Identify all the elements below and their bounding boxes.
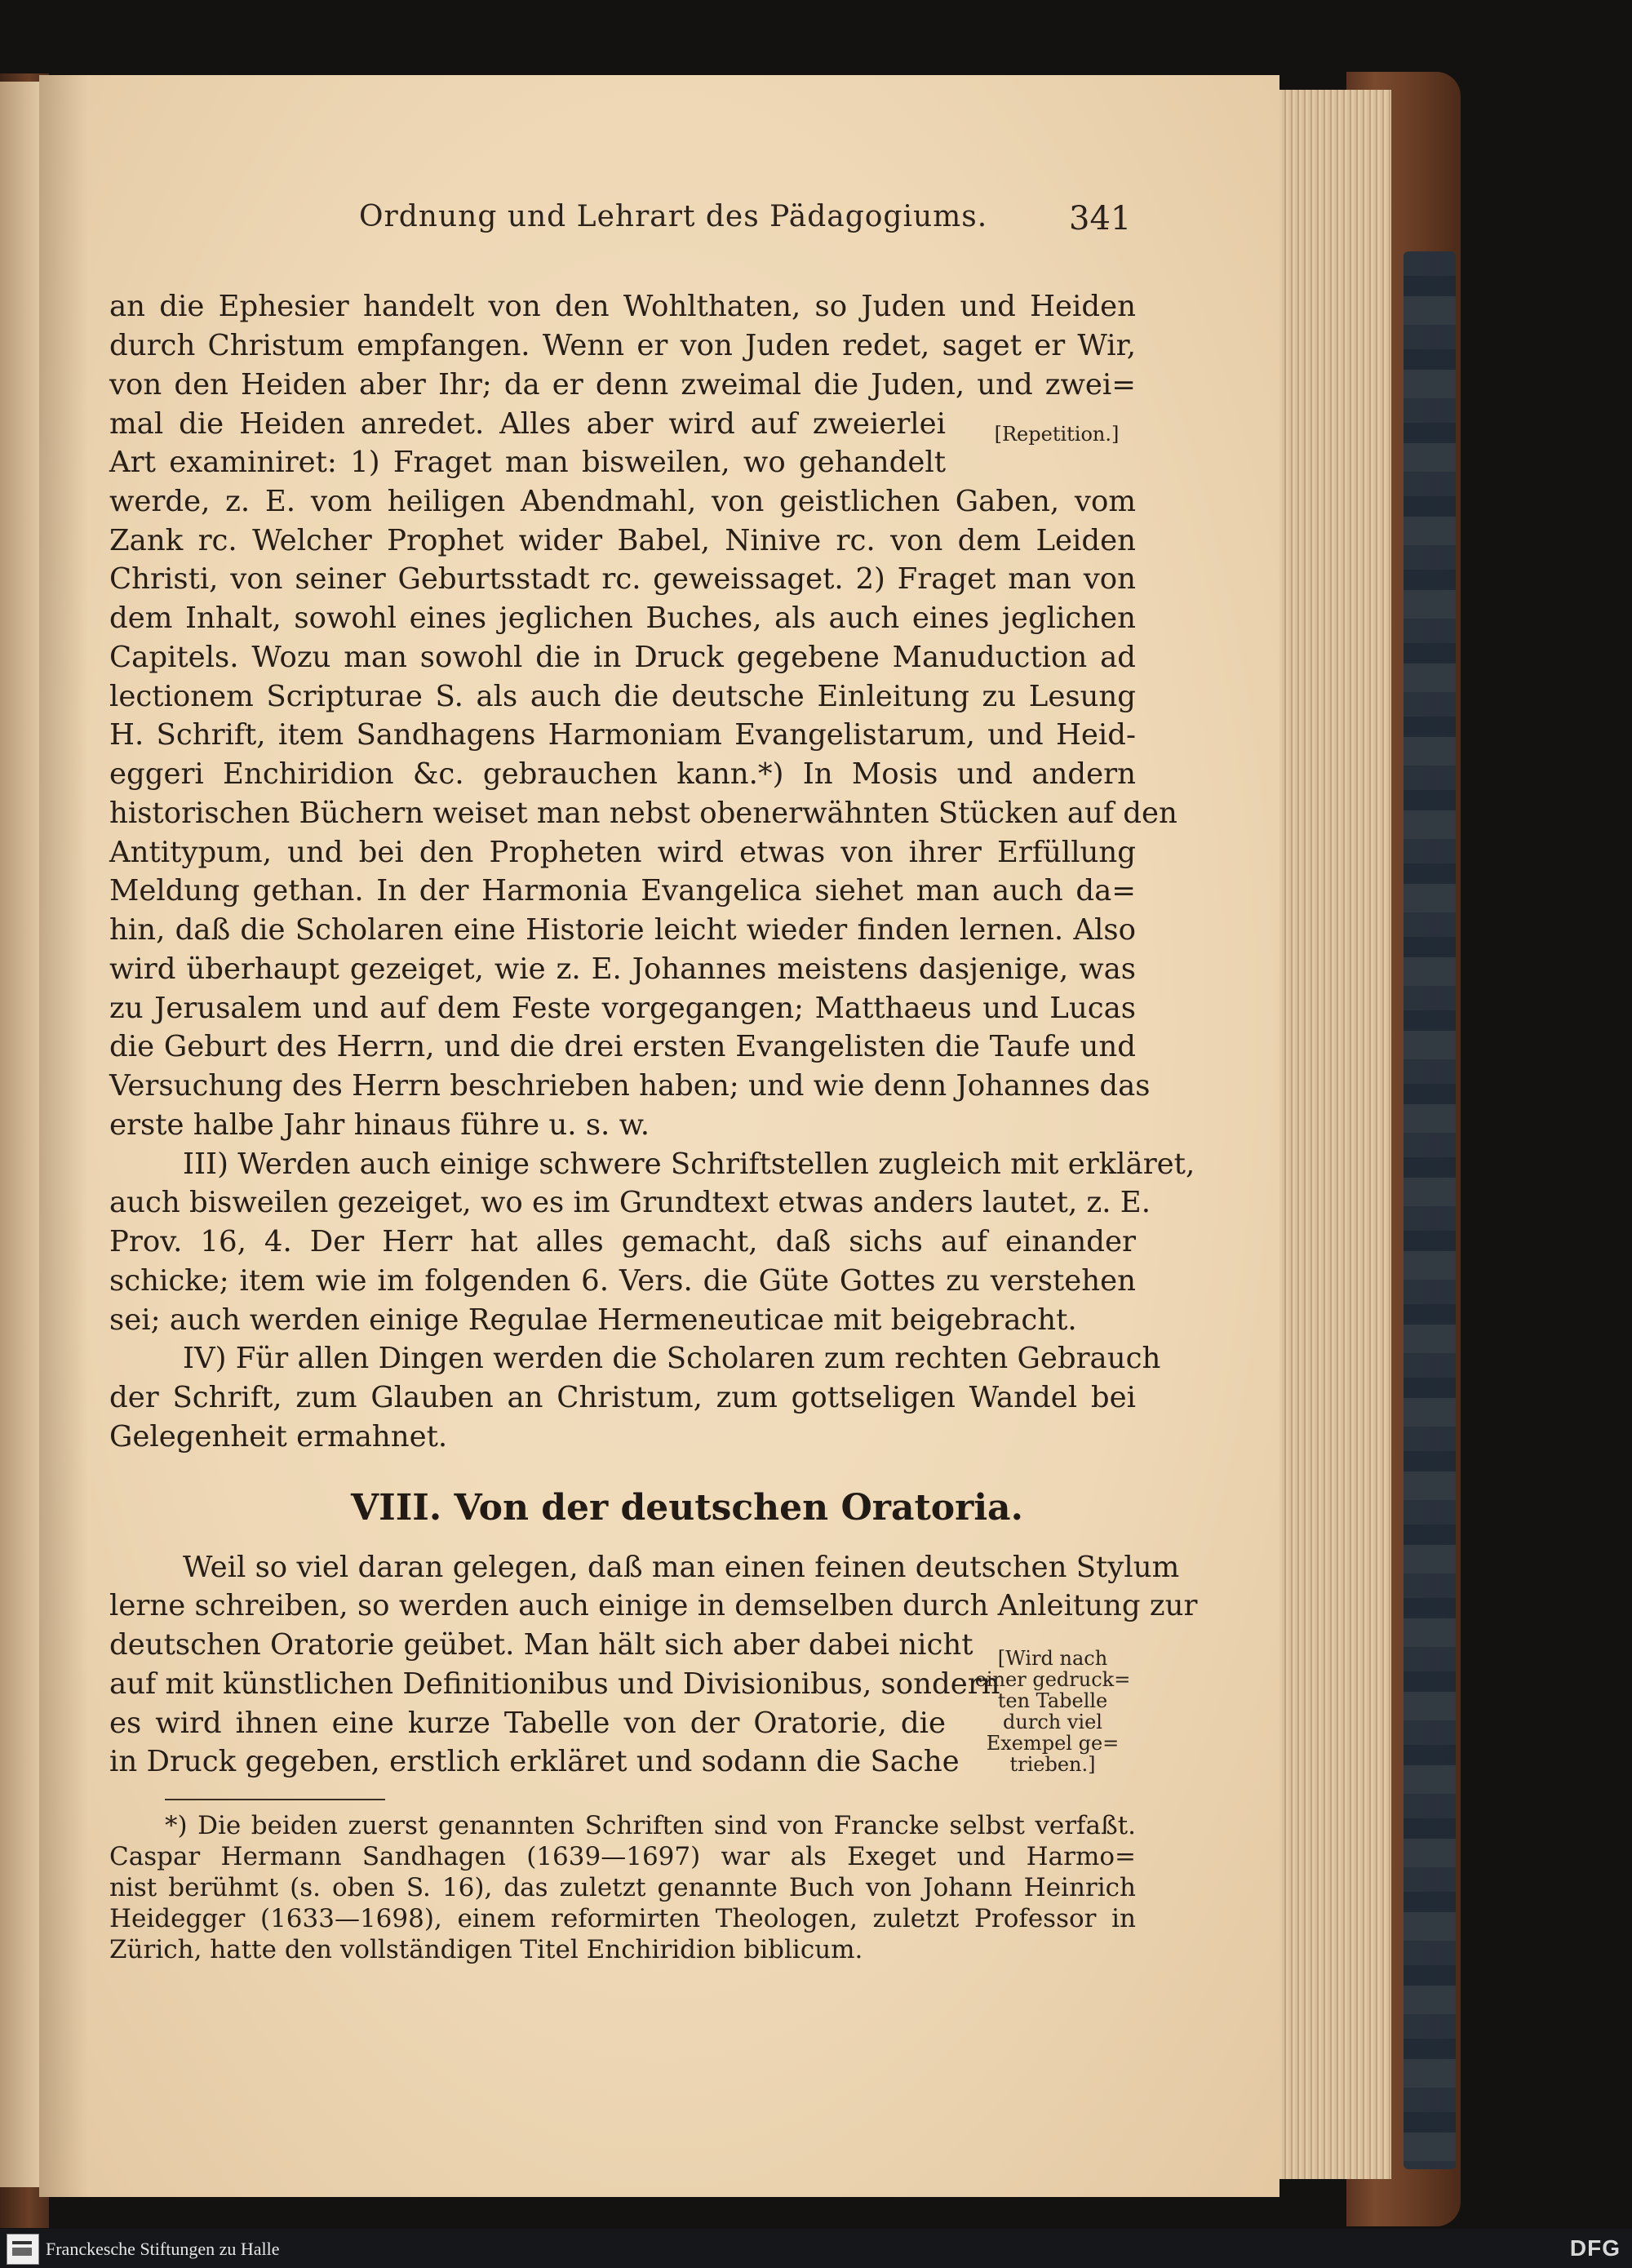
text-line: lerne schreiben, so werden auch einige in demselben durch Anleitung zur (109, 1589, 1198, 1622)
institution-name: Franckesche Stiftungen zu Halle (46, 2239, 280, 2259)
text-line: Weil so viel daran gelegen, daß man einen feinen deutschen Stylum (183, 1551, 1180, 1584)
facing-page-edge (0, 82, 39, 2187)
text-line: die Geburt des Herrn, und die drei ersten Evangelisten die Taufe und (109, 1030, 1136, 1063)
viewer-footer (0, 2229, 1632, 2268)
text-line: der Schrift, zum Glauben an Christum, zum gottseligen Wandel bei (109, 1381, 1136, 1414)
text-line: sei; auch werden einige Regulae Hermeneuticae mit beigebracht. (109, 1303, 1077, 1337)
text-line: in Druck gegeben, erstlich erkläret und sodann die Sache (109, 1745, 960, 1778)
text-line: III) Werden auch einige schwere Schriftstellen zugleich mit erkläret, (183, 1147, 1195, 1181)
text-line: Gelegenheit ermahnet. (109, 1420, 448, 1454)
text-line: Capitels. Wozu man sowohl die in Druck gegebene Manuduction ad (109, 641, 1136, 674)
text-line: Prov. 16, 4. Der Herr hat alles gemacht, daß sichs auf einander (109, 1225, 1136, 1258)
footnote-rule (165, 1799, 385, 1800)
text-line: lectionem Scripturae S. als auch die deutsche Einleitung zu Lesung (109, 680, 1136, 713)
footnote-line: Zürich, hatte den vollständigen Titel Enchiridion biblicum. (109, 1935, 863, 1964)
margin-note-line: ten Tabelle (997, 1689, 1108, 1712)
section-heading: VIII. Von der deutschen Oratoria. (351, 1487, 1023, 1529)
margin-note-line: einer gedruck= (974, 1667, 1131, 1691)
gutter-shadow (39, 75, 88, 2197)
funder-logo: DFG (1569, 2235, 1621, 2261)
margin-note-repetition: [Repetition.] (994, 423, 1120, 446)
footnote-line: *) Die beiden zuerst genannten Schriften sind von Francke selbst verfaßt. (165, 1811, 1136, 1840)
text-line: Antitypum, und bei den Propheten wird etwas von ihrer Erfüllung (109, 836, 1136, 869)
footnote-line: Caspar Hermann Sandhagen (1639—1697) war als Exeget und Harmo= (109, 1842, 1136, 1871)
text-line: werde, z. E. vom heiligen Abendmahl, von geistlichen Gaben, vom (109, 485, 1136, 518)
text-line: erste halbe Jahr hinaus führe u. s. w. (109, 1108, 650, 1142)
text-line: durch Christum empfangen. Wenn er von Juden redet, saget er Wir, (109, 329, 1136, 362)
margin-note-tabelle (967, 1649, 1138, 1775)
text-line: Zank rc. Welcher Prophet wider Babel, Ninive rc. von dem Leiden (109, 524, 1136, 557)
text-line: mal die Heiden anredet. Alles aber wird auf zweierlei (109, 407, 946, 441)
page-stack-edges (1269, 90, 1391, 2179)
margin-note-line: durch viel (1003, 1710, 1102, 1733)
text-line: auch bisweilen gezeiget, wo es im Grundtext etwas anders lautet, z. E. (109, 1186, 1151, 1219)
text-line: von den Heiden aber Ihr; da er denn zweimal die Juden, und zwei= (109, 368, 1136, 402)
text-line: historischen Büchern weiset man nebst obenerwähnten Stücken auf den (109, 797, 1177, 830)
text-line: an die Ephesier handelt von den Wohlthaten, so Juden und Heiden (109, 290, 1136, 323)
text-line: Meldung gethan. In der Harmonia Evangelica siehet man auch da= (109, 874, 1136, 908)
text-line: dem Inhalt, sowohl eines jeglichen Buches, als auch eines jeglichen (109, 601, 1136, 635)
text-line: H. Schrift, item Sandhagens Harmoniam Evangelistarum, und Heid- (109, 718, 1136, 752)
institution-logo-icon (7, 2234, 39, 2265)
marbled-cover (1404, 251, 1456, 2169)
running-head: Ordnung und Lehrart des Pädagogiums. (359, 200, 988, 233)
text-line: auf mit künstlichen Definitionibus und Divisionibus, sondern (109, 1667, 1000, 1701)
footnote-line: nist berühmt (s. oben S. 16), das zuletzt genannte Buch von Johann Heinrich (109, 1873, 1136, 1902)
margin-note-line: [Wird nach (997, 1647, 1108, 1670)
margin-note-line: trieben.] (1009, 1752, 1096, 1776)
text-line: hin, daß die Scholaren eine Historie leicht wieder finden lernen. Also (109, 913, 1136, 947)
text-line: eggeri Enchiridion &c. gebrauchen kann.*) In Mosis und andern (109, 757, 1136, 791)
text-line: Christi, von seiner Geburtsstadt rc. geweissaget. 2) Fraget man von (109, 562, 1136, 596)
text-line: IV) Für allen Dingen werden die Scholaren zum rechten Gebrauch (183, 1342, 1161, 1375)
text-line: schicke; item wie im folgenden 6. Vers. die Güte Gottes zu verstehen (109, 1264, 1136, 1298)
footnote-line: Heidegger (1633—1698), einem reformirten Theologen, zuletzt Professor in (109, 1904, 1136, 1933)
text-line: Versuchung des Herrn beschrieben haben; und wie denn Johannes das (109, 1069, 1151, 1103)
text-line: deutschen Oratorie geübet. Man hält sich aber dabei nicht (109, 1628, 973, 1662)
text-line: es wird ihnen eine kurze Tabelle von der Oratorie, die (109, 1707, 946, 1740)
text-line: wird überhaupt gezeiget, wie z. E. Johannes meistens dasjenige, was (109, 952, 1136, 986)
page-number: 341 (1069, 200, 1132, 237)
margin-note-line: Exempel ge= (986, 1731, 1120, 1755)
text-line: zu Jerusalem und auf dem Feste vorgegangen; Matthaeus und Lucas (109, 992, 1136, 1025)
text-line: Art examiniret: 1) Fraget man bisweilen, wo gehandelt (109, 446, 946, 479)
